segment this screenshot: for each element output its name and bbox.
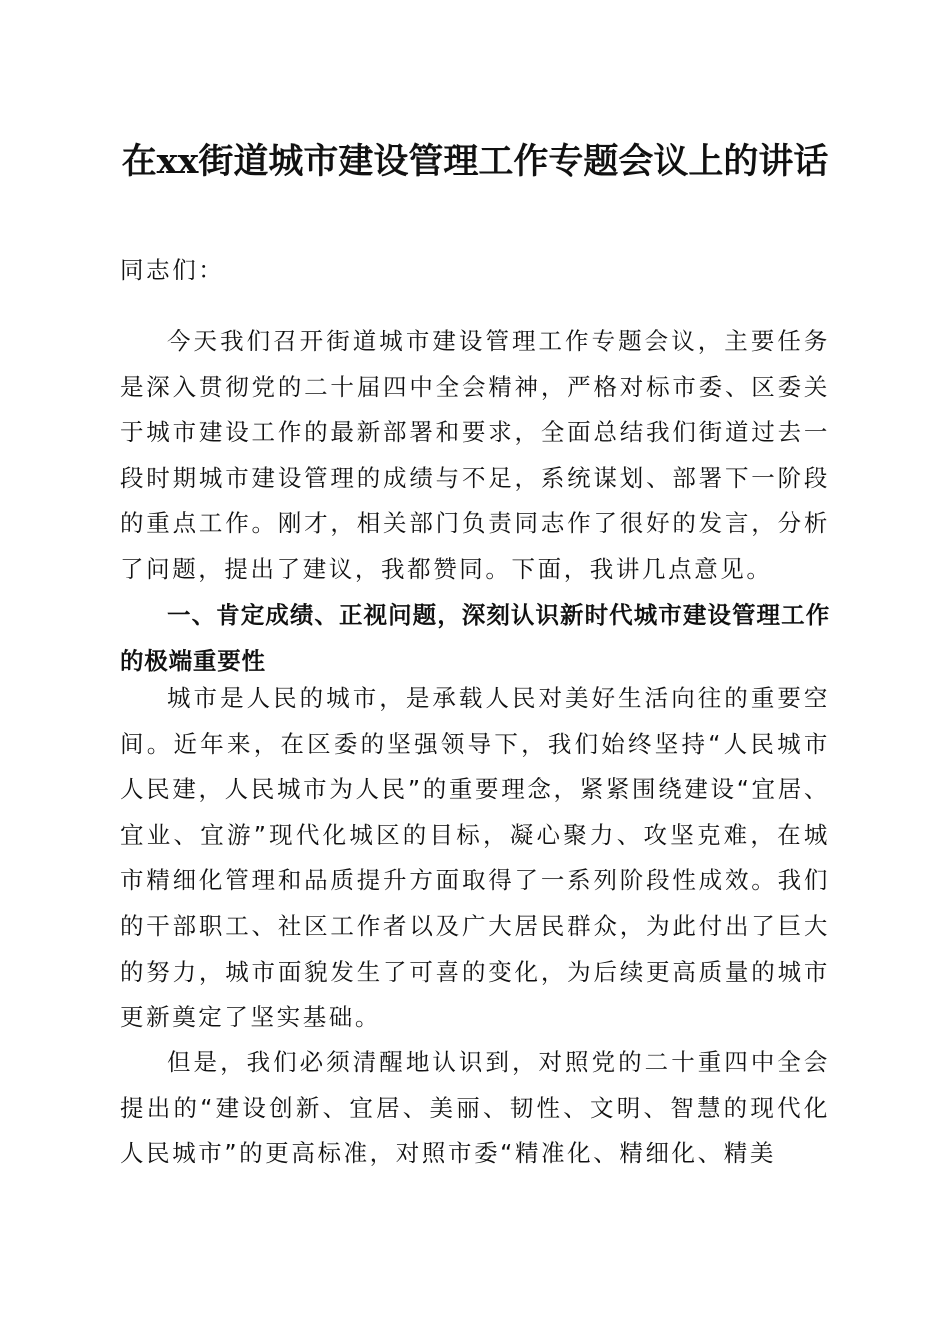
paragraph-achievements: 城市是人民的城市，是承载人民对美好生活向往的重要空间。近年来，在区委的坚强领导下，我们始终坚持“人民城市人民建，人民城市为人民”的重要理念，紧紧围绕建设“宜居、宜业、宜游”现代化城区的目标，凝心聚力、攻坚克难，在城市精细化管理和品质提升方面取得了一系列阶段性成效。我们的干部职工、社区工作者以及广大居民群众，为此付出了巨大的努力，城市面貌发生了可喜的变化，为后续更高质量的城市更新奠定了坚实基础。 [120, 684, 830, 1032]
paragraph-problems: 但是，我们必须清醒地认识到，对照党的二十重四中全会提出的“建设创新、宜居、美丽、韧性、文明、智慧的现代化人民城市”的更高标准，对照市委“精准化、精细化、精美 [120, 1048, 830, 1168]
salutation: 同志们： [120, 256, 225, 284]
section-heading-1: 一、肯定成绩、正视问题，深刻认识新时代城市建设管理工作的极端重要性 [120, 601, 830, 675]
document-title: 在xx街道城市建设管理工作专题会议上的讲话 [121, 141, 829, 182]
paragraph-opening: 今天我们召开街道城市建设管理工作专题会议，主要任务是深入贯彻党的二十届四中全会精神，严格对标市委、区委关于城市建设工作的最新部署和要求，全面总结我们街道过去一段时期城市建设管理的成绩与不足，系统谋划、部署下一阶段的重点工作。刚才，相关部门负责同志作了很好的发言，分析了问题，提出了建议，我都赞同。下面，我讲几点意见。 [120, 327, 830, 583]
